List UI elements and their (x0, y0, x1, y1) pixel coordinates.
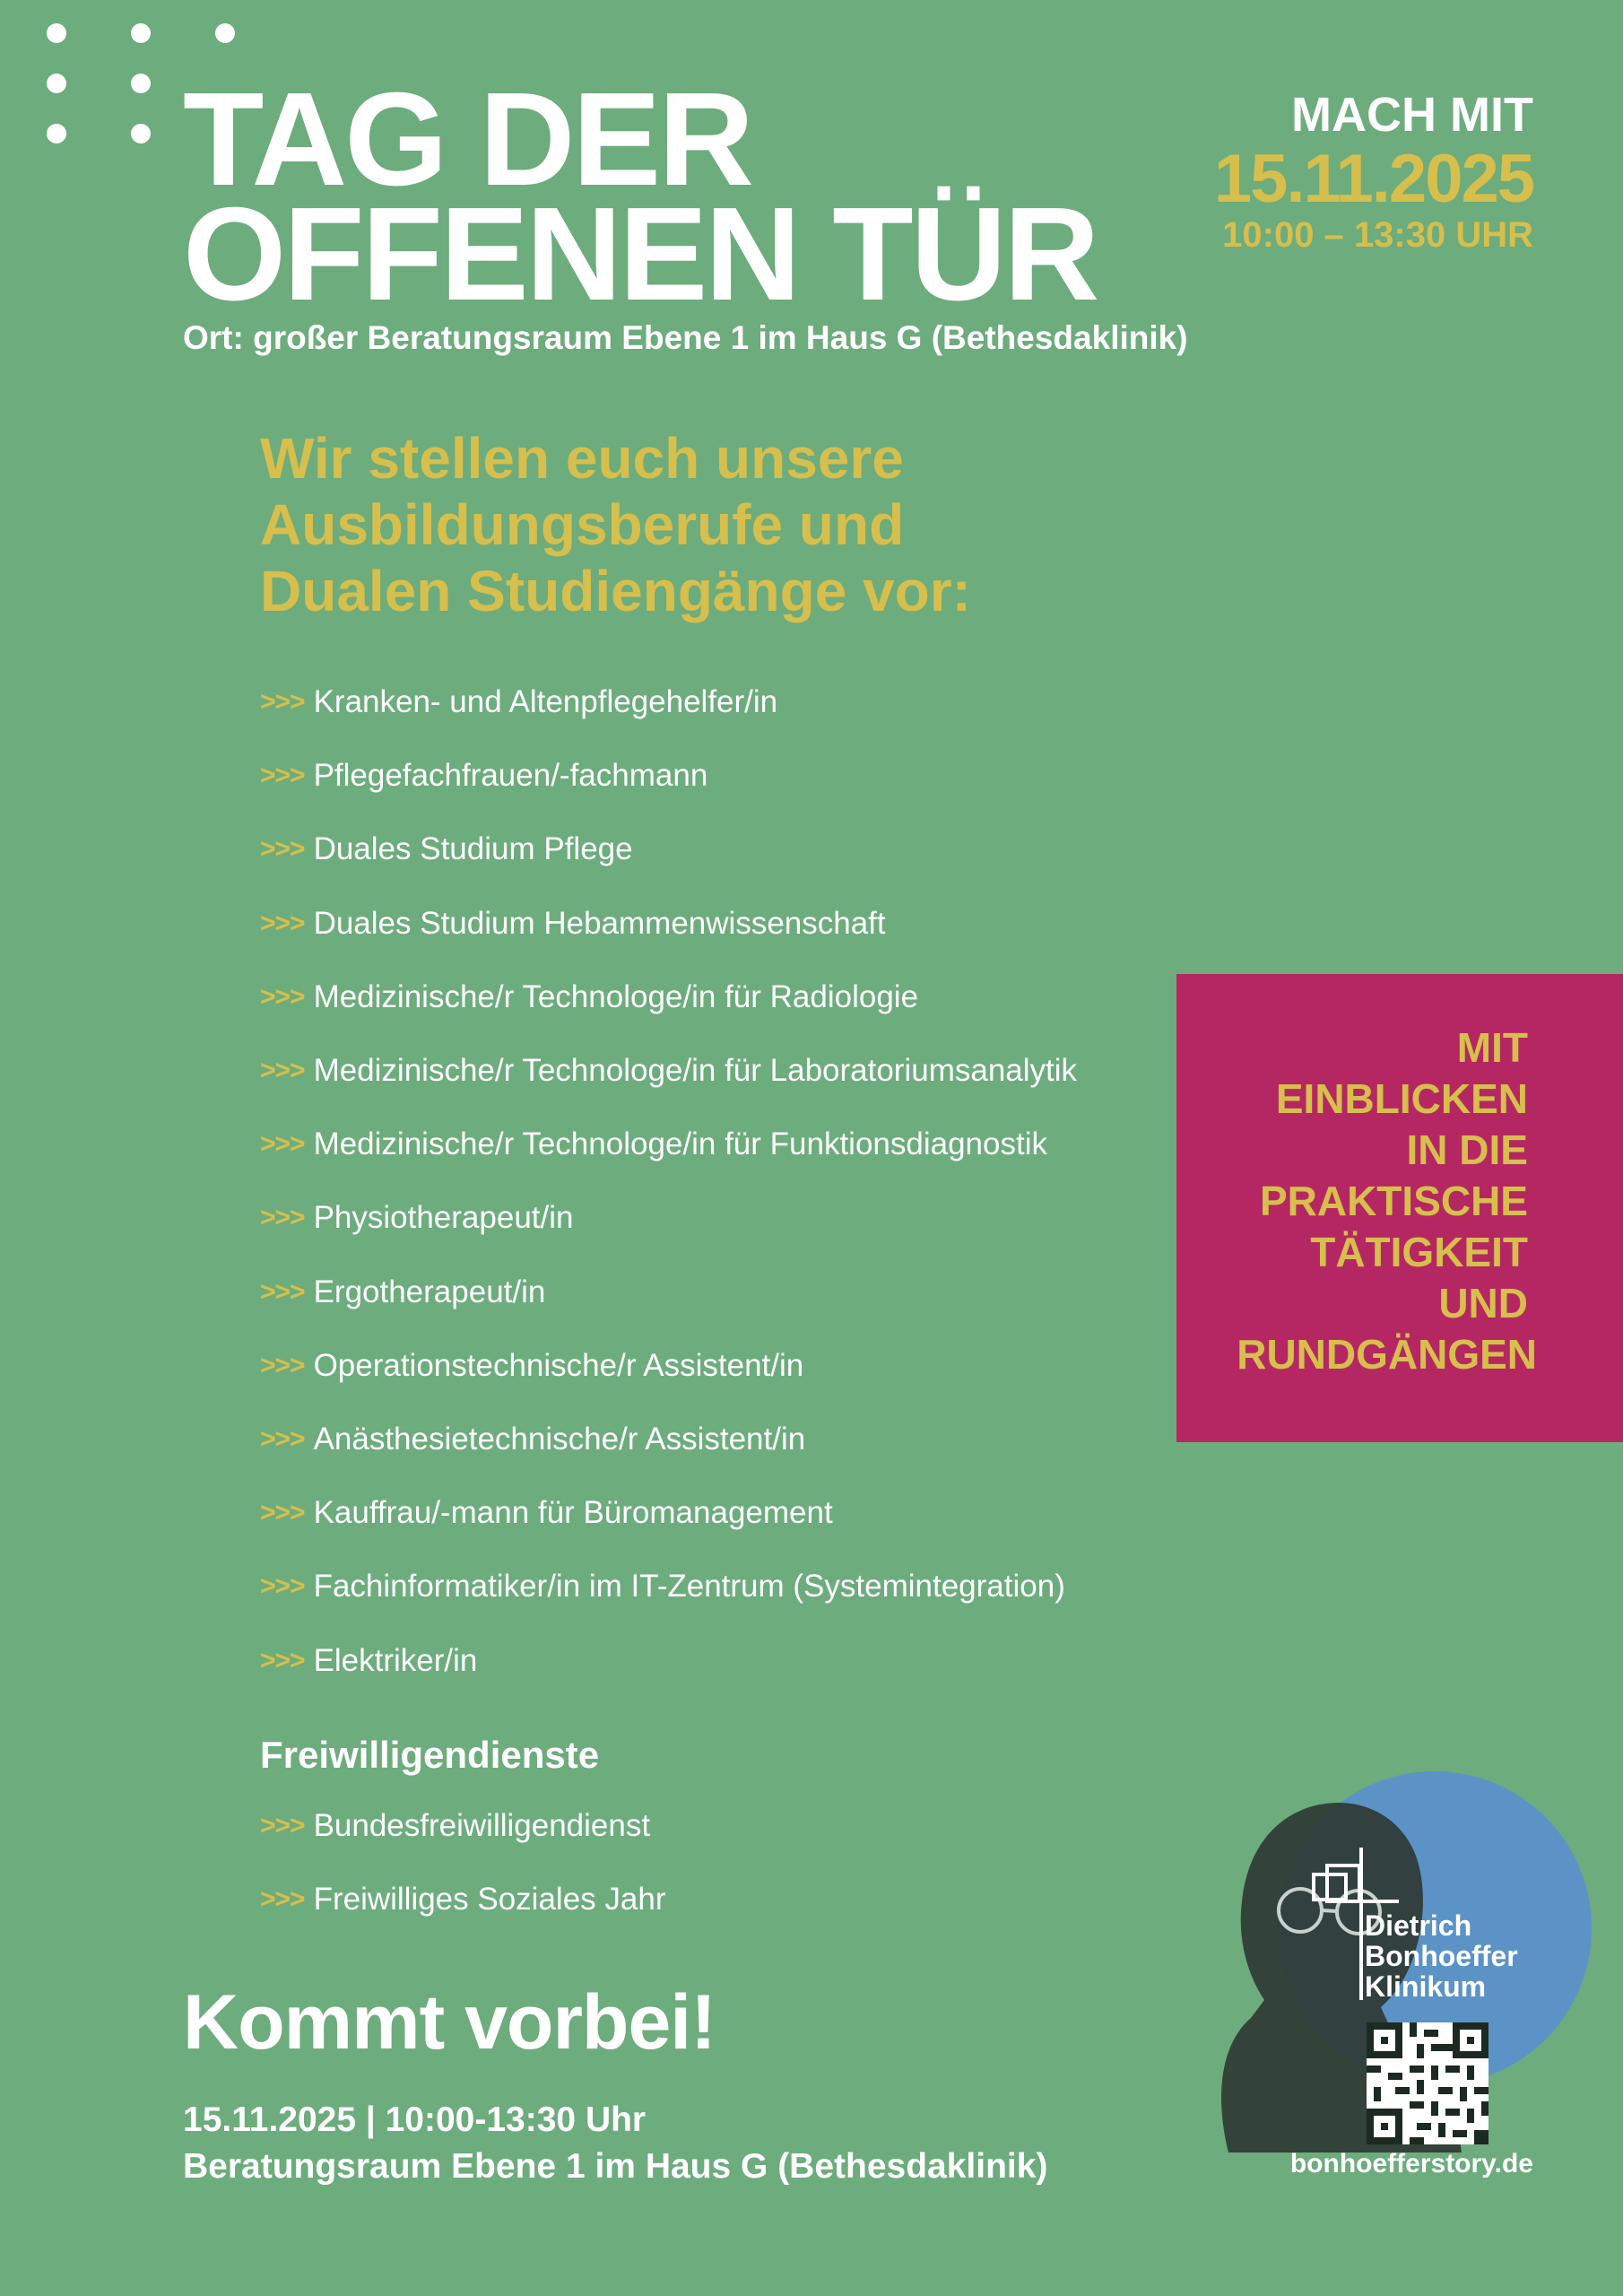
highlight-line: IN DIE (1406, 1126, 1528, 1173)
decor-dot (215, 23, 235, 43)
list-item (260, 1329, 1077, 1403)
decor-dot (131, 74, 151, 93)
bullet-arrow: >>> (260, 1423, 305, 1454)
bullet-arrow: >>> (260, 981, 305, 1012)
decor-dot (131, 23, 151, 43)
list-item-label: Fachinformatiker/in im IT-Zentrum (Systemintegration) (313, 1569, 1065, 1605)
decor-dot (47, 74, 66, 93)
list-item (260, 1403, 1077, 1476)
intro-heading (260, 425, 971, 624)
list-item-label: Duales Studium Hebammenwissenschaft (313, 905, 886, 941)
brand-name-line: Dietrich (1365, 1909, 1472, 1942)
volunteer-list (260, 1789, 665, 1936)
list-item-label: Medizinische/r Technologe/in für Radiologie (313, 978, 919, 1014)
decor-dot (47, 23, 66, 43)
closing-details (183, 2097, 1047, 2190)
highlight-line: MIT (1456, 1024, 1528, 1071)
bullet-arrow: >>> (260, 1498, 305, 1528)
intro-line: Ausbildungsberufe und (260, 492, 905, 557)
highlight-line: RUNDGÄNGEN (1237, 1331, 1537, 1378)
list-item (260, 1034, 1077, 1108)
title-line: TAG DER (183, 65, 752, 213)
list-item-label: Kranken- und Altenpflegehelfer/in (313, 684, 778, 720)
brand-name-line: Bonhoeffer (1365, 1940, 1518, 1972)
list-item (260, 1256, 1077, 1329)
event-location: Ort: großer Beratungsraum Ebene 1 im Haus G (Bethesdaklinik) (183, 319, 1188, 356)
event-time: 10:00 – 13:30 UHR (1222, 215, 1533, 255)
highlight-line: PRAKTISCHE (1259, 1178, 1528, 1224)
bullet-arrow: >>> (260, 1056, 305, 1086)
list-item-label: Freiwilliges Soziales Jahr (313, 1882, 666, 1918)
intro-line: Wir stellen euch unsere (260, 426, 904, 491)
bullet-arrow: >>> (260, 1884, 305, 1915)
list-item (260, 1863, 665, 1936)
event-info (1214, 86, 1533, 255)
list-item-label: Duales Studium Pflege (313, 831, 633, 867)
list-item (260, 1108, 1077, 1181)
bullet-arrow: >>> (260, 1276, 305, 1307)
brand-name (1365, 1910, 1518, 2002)
list-item-label: Ergotherapeut/in (313, 1274, 546, 1309)
highlight-line: TÄTIGKEIT (1310, 1229, 1528, 1275)
list-item-label: Medizinische/r Technologe/in für Funktionsdiagnostik (313, 1126, 1047, 1162)
list-item-label: Medizinische/r Technologe/in für Laboratoriumsanalytik (313, 1053, 1078, 1089)
highlight-panel (1176, 974, 1623, 1442)
list-item-label: Pflegefachfrauen/-fachmann (313, 758, 708, 794)
list-item-label: Physiotherapeut/in (313, 1200, 574, 1236)
highlight-line: UND (1438, 1280, 1528, 1326)
bullet-arrow: >>> (260, 834, 305, 865)
list-item (260, 665, 1077, 739)
intro-line: Dualen Studiengänge vor: (260, 559, 971, 623)
list-item-label: Kauffrau/-mann für Büromanagement (313, 1495, 833, 1531)
highlight-text (1237, 1022, 1537, 1380)
list-item (260, 1623, 1077, 1697)
list-item (260, 1181, 1077, 1255)
title-line: OFFENEN TÜR (183, 180, 1098, 328)
event-tagline: MACH MIT (1291, 88, 1533, 142)
profession-list (260, 665, 1077, 1698)
bullet-arrow: >>> (260, 1203, 305, 1233)
volunteer-heading: Freiwilligendienste (260, 1734, 600, 1776)
list-item (260, 887, 1077, 961)
bullet-arrow: >>> (260, 1645, 305, 1675)
list-item (260, 1476, 1077, 1550)
decor-dot (131, 124, 151, 144)
bullet-arrow: >>> (260, 761, 305, 791)
closing-venue: Beratungsraum Ebene 1 im Haus G (Bethesdaklinik) (183, 2147, 1048, 2186)
bullet-arrow: >>> (260, 1129, 305, 1160)
closing-headline: Kommt vorbei! (183, 1979, 716, 2066)
list-item (260, 1789, 665, 1863)
highlight-line: EINBLICKEN (1275, 1075, 1528, 1122)
bullet-arrow: >>> (260, 1811, 305, 1841)
bullet-arrow: >>> (260, 1350, 305, 1380)
brand-name-line: Klinikum (1365, 1970, 1487, 2003)
list-item-label: Bundesfreiwilligendienst (313, 1808, 651, 1844)
list-item-label: Anästhesietechnische/r Assistent/in (313, 1421, 806, 1457)
bullet-arrow: >>> (260, 1571, 305, 1602)
event-date: 15.11.2025 (1213, 141, 1533, 217)
list-item (260, 813, 1077, 886)
list-item (260, 739, 1077, 813)
website-url: bonhoefferstory.de (1289, 2149, 1533, 2179)
qr-code-icon (1367, 2022, 1488, 2144)
list-item-label: Operationstechnische/r Assistent/in (313, 1347, 804, 1383)
closing-date-time: 15.11.2025 | 10:00-13:30 Uhr (183, 2100, 647, 2139)
bullet-arrow: >>> (260, 687, 305, 718)
page-title (183, 65, 1098, 328)
bullet-arrow: >>> (260, 908, 305, 938)
list-item (260, 1550, 1077, 1623)
decor-dot (47, 124, 66, 144)
list-item (260, 961, 1077, 1034)
list-item-label: Elektriker/in (313, 1642, 478, 1678)
